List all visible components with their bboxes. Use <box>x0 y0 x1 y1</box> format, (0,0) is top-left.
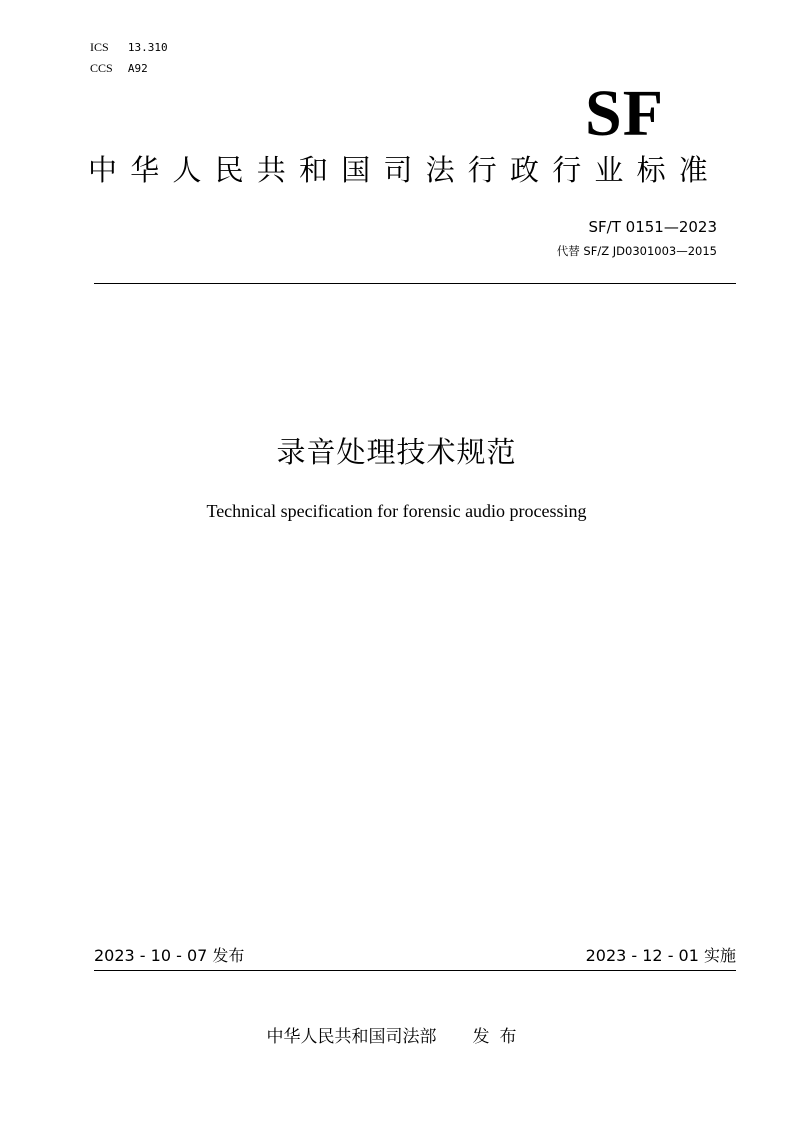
issuer <box>0 1025 793 1049</box>
footer-divider <box>94 970 736 971</box>
ccs-code <box>90 61 148 76</box>
issuer-name: 中华人民共和国司法部 <box>266 1027 437 1047</box>
standard-number: SF/T 0151—2023 <box>588 218 717 236</box>
issuer-action: 发布 <box>472 1027 527 1047</box>
ics-value: 13.310 <box>127 41 168 54</box>
ccs-label: CCS <box>90 61 113 75</box>
document-title-en: Technical specification for forensic audio processing <box>206 501 587 521</box>
ccs-value: A92 <box>127 62 148 75</box>
header-divider <box>94 283 736 284</box>
ics-label: ICS <box>90 40 109 54</box>
sf-logo: SF <box>585 77 665 150</box>
ics-code <box>90 40 168 55</box>
replaced-standard: 代替 SF/Z JD0301003—2015 <box>556 244 717 258</box>
standard-category: 中华人民共和国司法行政行业标准 <box>88 153 722 187</box>
issue-date: 2023 - 10 - 07 发布 <box>94 946 245 965</box>
document-title-zh: 录音处理技术规范 <box>276 435 517 469</box>
implementation-date: 2023 - 12 - 01 实施 <box>585 946 736 965</box>
